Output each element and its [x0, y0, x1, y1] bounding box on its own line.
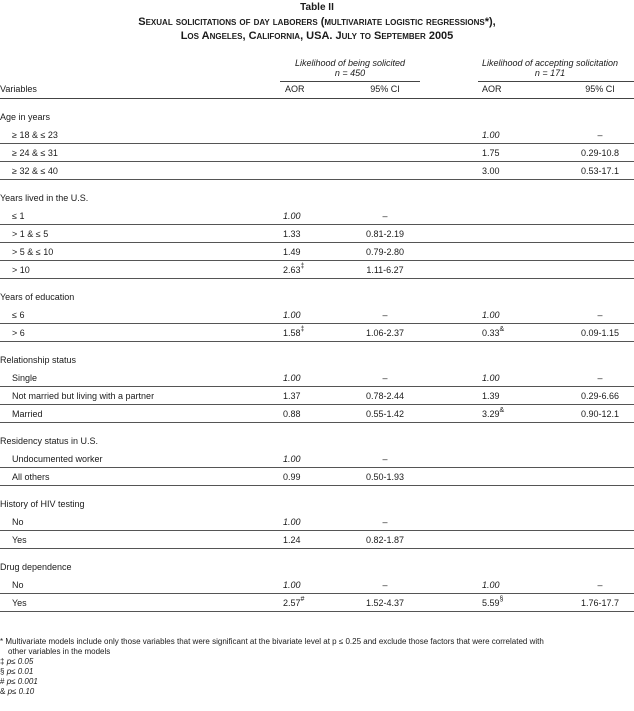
aor-accepting — [482, 306, 500, 324]
footnote-main-continuation: other variables in the models — [8, 647, 111, 656]
ci-solicited — [352, 531, 418, 549]
aor-solicited — [283, 306, 301, 324]
significance-marker: ‡ — [300, 263, 305, 270]
ci-accepting — [566, 594, 634, 612]
section-title: Drug dependence — [0, 562, 72, 572]
aor-solicited — [283, 324, 304, 342]
footnote-symbol: § — [0, 667, 5, 676]
row-label — [12, 405, 43, 423]
column-header-ci: 95% CI — [370, 84, 400, 94]
row-label-value: ≥ 24 & ≤ 31 — [12, 148, 58, 158]
row-label-value: No — [12, 580, 24, 590]
group-header-solicited — [280, 58, 420, 78]
footnote-item — [0, 657, 634, 667]
table-row — [0, 306, 634, 324]
section-title: Residency status in U.S. — [0, 436, 99, 446]
group-n: n = 450 — [334, 68, 366, 78]
group-title: Likelihood of being solicited — [294, 58, 406, 68]
row-label — [12, 324, 25, 342]
row-label — [12, 162, 58, 180]
ci-solicited — [352, 225, 418, 243]
section-title: Years lived in the U.S. — [0, 193, 89, 203]
aor-solicited-value: 1.49 — [283, 247, 301, 257]
significance-marker: & — [499, 326, 505, 333]
aor-accepting — [482, 162, 500, 180]
table-label: Table II — [300, 2, 334, 13]
aor-solicited-value: 1.33 — [283, 229, 301, 239]
footnote-item — [0, 677, 634, 687]
aor-solicited-value: 2.57 — [283, 598, 301, 608]
aor-accepting — [482, 144, 500, 162]
ci-solicited — [352, 261, 418, 279]
footnote-text: p≤ 0.10 — [7, 687, 35, 696]
ci-solicited-value: – — [382, 211, 388, 221]
ci-accepting-value: 1.76-17.7 — [580, 598, 620, 608]
ci-accepting — [566, 144, 634, 162]
row-label-value: Single — [12, 373, 38, 383]
ci-accepting — [566, 387, 634, 405]
aor-solicited — [283, 225, 301, 243]
table-row — [0, 261, 634, 279]
ci-solicited — [352, 468, 418, 486]
aor-solicited-value: 1.00 — [283, 454, 301, 464]
row-label — [12, 243, 53, 261]
row-label — [12, 261, 30, 279]
ci-solicited — [352, 387, 418, 405]
row-label-value: No — [12, 517, 24, 527]
table-row — [0, 576, 634, 594]
table-row — [0, 531, 634, 549]
ci-solicited-value: 1.06-2.37 — [365, 328, 405, 338]
ci-solicited-value: 1.52-4.37 — [365, 598, 405, 608]
group-underline — [280, 81, 420, 82]
row-label — [12, 126, 58, 144]
footnote-symbol: ‡ — [0, 657, 5, 666]
footnote-text: p≤ 0.001 — [6, 677, 38, 686]
section-heading — [0, 180, 634, 207]
ci-solicited-value: 0.78-2.44 — [365, 391, 405, 401]
ci-accepting — [566, 126, 634, 144]
table-row — [0, 126, 634, 144]
aor-solicited-value: 1.37 — [283, 391, 301, 401]
table-row — [0, 513, 634, 531]
aor-accepting — [482, 405, 504, 423]
row-label — [12, 594, 27, 612]
footnote-main — [0, 637, 634, 657]
ci-accepting-value: – — [597, 130, 603, 140]
significance-marker: § — [499, 596, 504, 603]
ci-accepting-value: 0.53-17.1 — [580, 166, 620, 176]
ci-accepting-value: 0.90-12.1 — [580, 409, 620, 419]
footnote-symbol: & — [0, 687, 6, 696]
aor-solicited-value: 0.88 — [283, 409, 301, 419]
section-title: Years of education — [0, 292, 75, 302]
ci-solicited — [352, 594, 418, 612]
ci-solicited — [352, 207, 418, 225]
aor-accepting — [482, 387, 500, 405]
ci-solicited-value: – — [382, 310, 388, 320]
group-n: n = 171 — [534, 68, 566, 78]
table-row — [0, 225, 634, 243]
ci-accepting — [566, 576, 634, 594]
table-row — [0, 243, 634, 261]
table-row — [0, 162, 634, 180]
table-row — [0, 207, 634, 225]
aor-solicited-value: 1.58 — [283, 328, 301, 338]
ci-solicited — [352, 324, 418, 342]
row-label — [12, 531, 27, 549]
ci-solicited-value: – — [382, 517, 388, 527]
table-title-line-2: Los Angeles, California, USA. July to September 2005 — [180, 30, 454, 42]
ci-solicited-value: – — [382, 580, 388, 590]
footnote-main-text: * Multivariate models include only those variables that were significant at the bivariate level at p ≤ 0.25 and exclude those factors that were correlated with — [0, 637, 544, 646]
aor-solicited — [283, 369, 301, 387]
ci-accepting-value: 0.29-6.66 — [580, 391, 620, 401]
aor-solicited — [283, 468, 301, 486]
aor-solicited — [283, 594, 304, 612]
ci-solicited-value: 0.55-1.42 — [365, 409, 405, 419]
aor-solicited-value: 2.63 — [283, 265, 301, 275]
row-label — [12, 369, 37, 387]
significance-marker: ‡ — [300, 326, 305, 333]
column-header-variables: Variables — [0, 84, 37, 94]
row-label-value: All others — [12, 472, 50, 482]
aor-solicited — [283, 450, 301, 468]
aor-accepting-value: 1.00 — [482, 310, 500, 320]
table-row — [0, 468, 634, 486]
row-label — [12, 225, 48, 243]
section-title: Age in years — [0, 112, 51, 122]
row-label-value: ≤ 6 — [12, 310, 25, 320]
row-label-value: ≥ 18 & ≤ 23 — [12, 130, 58, 140]
ci-accepting-value: – — [597, 310, 603, 320]
row-label-value: Married — [12, 409, 43, 419]
aor-solicited-value: 0.99 — [283, 472, 301, 482]
ci-solicited-value: – — [382, 373, 388, 383]
row-label — [12, 468, 50, 486]
section-heading — [0, 486, 634, 513]
row-label-value: > 1 & ≤ 5 — [12, 229, 49, 239]
aor-accepting-value: 1.39 — [482, 391, 500, 401]
ci-solicited-value: 0.79-2.80 — [365, 247, 405, 257]
ci-solicited-value: 0.82-1.87 — [365, 535, 405, 545]
ci-solicited — [352, 405, 418, 423]
row-label-value: > 5 & ≤ 10 — [12, 247, 54, 257]
row-label-value: > 10 — [12, 265, 30, 275]
aor-accepting-value: 1.00 — [482, 130, 500, 140]
section-title: History of HIV testing — [0, 499, 85, 509]
row-label — [12, 576, 24, 594]
aor-solicited — [283, 405, 301, 423]
table-row — [0, 450, 634, 468]
aor-accepting — [482, 594, 503, 612]
section-heading — [0, 99, 634, 126]
ci-accepting — [566, 162, 634, 180]
ci-accepting-value: – — [597, 373, 603, 383]
aor-solicited-value: 1.00 — [283, 373, 301, 383]
column-header-aor: AOR — [482, 84, 502, 94]
aor-solicited — [283, 207, 301, 225]
ci-accepting — [566, 306, 634, 324]
row-label — [12, 144, 58, 162]
column-header-ci: 95% CI — [585, 84, 615, 94]
row-label-value: ≤ 1 — [12, 211, 25, 221]
row-label — [12, 450, 103, 468]
ci-solicited — [352, 513, 418, 531]
aor-solicited-value: 1.00 — [283, 211, 301, 221]
ci-solicited-value: 0.81-2.19 — [365, 229, 405, 239]
footnote-item — [0, 667, 634, 677]
table-body — [0, 99, 634, 612]
row-label — [12, 387, 154, 405]
group-underline — [478, 81, 634, 82]
ci-solicited-value: 0.50-1.93 — [365, 472, 405, 482]
section-title: Relationship status — [0, 355, 77, 365]
footnote-text: p≤ 0.05 — [6, 657, 34, 666]
row-label-value: Yes — [12, 535, 27, 545]
aor-accepting-value: 3.00 — [482, 166, 500, 176]
section-heading — [0, 423, 634, 450]
aor-solicited — [283, 261, 304, 279]
table-row — [0, 369, 634, 387]
aor-solicited-value: 1.24 — [283, 535, 301, 545]
row-label — [12, 207, 24, 225]
table-footnotes — [0, 637, 634, 697]
table-row — [0, 144, 634, 162]
group-header-accepting — [470, 58, 630, 78]
footnote-text: p≤ 0.01 — [6, 667, 34, 676]
aor-solicited-value: 1.00 — [283, 517, 301, 527]
ci-accepting-value: – — [597, 580, 603, 590]
section-heading — [0, 279, 634, 306]
section-heading — [0, 342, 634, 369]
significance-marker: & — [499, 407, 505, 414]
aor-accepting — [482, 369, 500, 387]
aor-solicited — [283, 243, 301, 261]
table-row — [0, 405, 634, 423]
row-label — [12, 306, 24, 324]
ci-solicited — [352, 306, 418, 324]
ci-accepting — [566, 369, 634, 387]
aor-accepting-value: 3.29 — [482, 409, 500, 419]
aor-accepting-value: 1.00 — [482, 580, 500, 590]
ci-accepting-value: 0.29-10.8 — [580, 148, 620, 158]
ci-accepting — [566, 405, 634, 423]
table-row — [0, 387, 634, 405]
significance-marker: # — [300, 596, 305, 603]
ci-solicited — [352, 450, 418, 468]
ci-solicited — [352, 243, 418, 261]
table-title-line-1: Sexual solicitations of day laborers (multivariate logistic regressions*), — [138, 16, 496, 28]
table-row — [0, 324, 634, 342]
row-label — [12, 513, 24, 531]
aor-accepting-value: 0.33 — [482, 328, 500, 338]
ci-solicited — [352, 576, 418, 594]
aor-solicited — [283, 531, 301, 549]
aor-accepting — [482, 126, 500, 144]
aor-accepting-value: 1.75 — [482, 148, 500, 158]
group-title: Likelihood of accepting solicitation — [481, 58, 619, 68]
ci-accepting-value: 0.09-1.15 — [580, 328, 620, 338]
section-heading — [0, 549, 634, 576]
aor-solicited-value: 1.00 — [283, 580, 301, 590]
aor-accepting-value: 5.59 — [482, 598, 500, 608]
ci-solicited-value: – — [382, 454, 388, 464]
ci-accepting — [566, 324, 634, 342]
aor-solicited — [283, 576, 301, 594]
aor-solicited — [283, 513, 301, 531]
footnote-symbol: # — [0, 677, 5, 686]
aor-solicited — [283, 387, 301, 405]
aor-accepting-value: 1.00 — [482, 373, 500, 383]
table-row — [0, 594, 634, 612]
row-label-value: Not married but living with a partner — [12, 391, 155, 401]
ci-solicited-value: 1.11-6.27 — [366, 265, 404, 275]
row-label-value: ≥ 32 & ≤ 40 — [12, 166, 58, 176]
row-label-value: Undocumented worker — [12, 454, 103, 464]
aor-solicited-value: 1.00 — [283, 310, 301, 320]
aor-accepting — [482, 576, 500, 594]
footnote-item — [0, 687, 634, 697]
column-header-aor: AOR — [285, 84, 305, 94]
aor-accepting — [482, 324, 504, 342]
ci-solicited — [352, 369, 418, 387]
row-label-value: > 6 — [12, 328, 25, 338]
row-label-value: Yes — [12, 598, 27, 608]
